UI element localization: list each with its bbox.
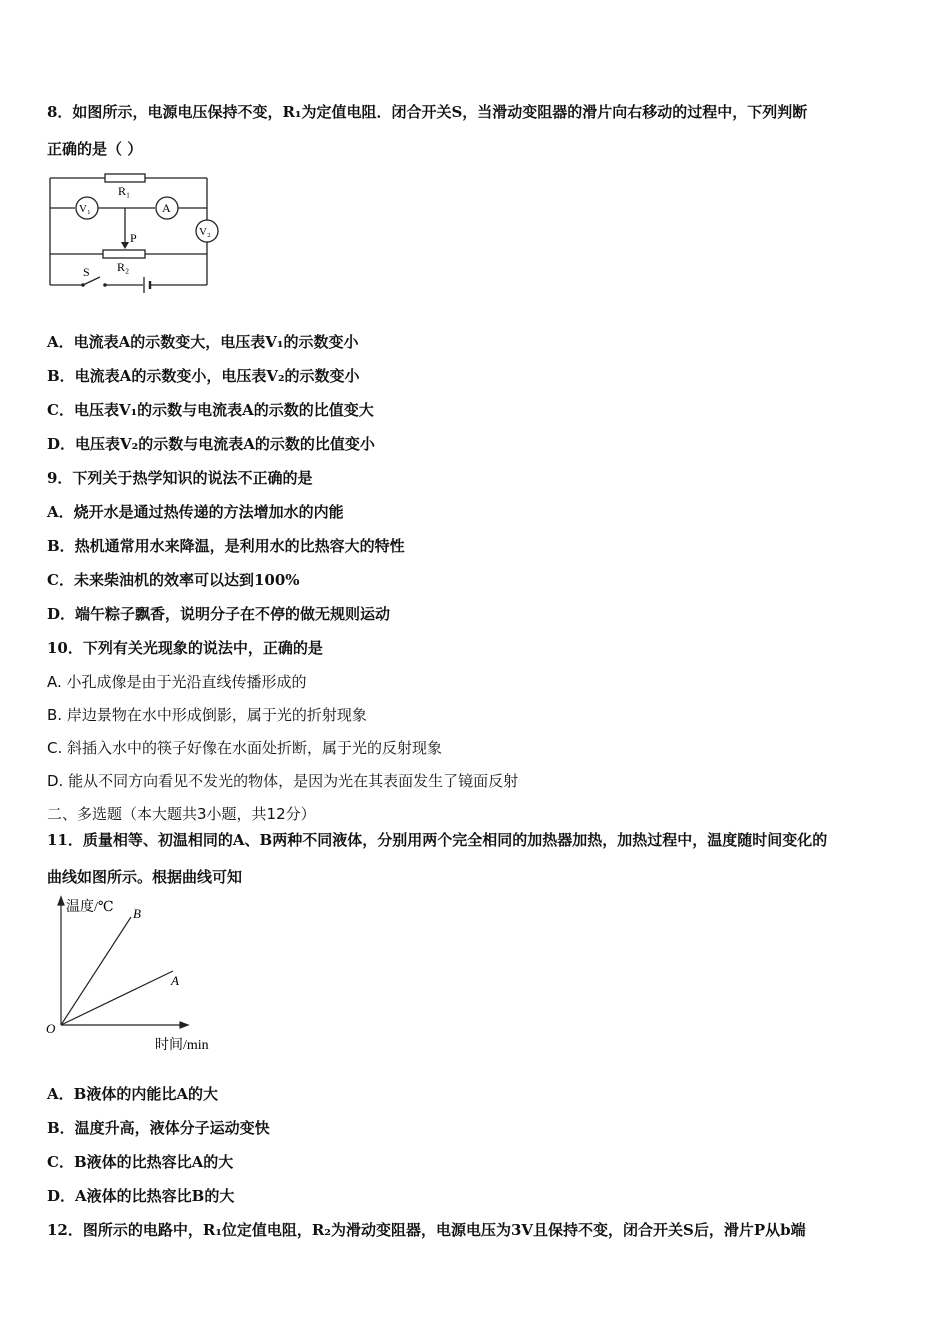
q9-option-d: D．端午粽子飘香，说明分子在不停的做无规则运动 [47, 605, 391, 623]
q8-circuit-diagram [45, 170, 225, 295]
q8-option-a: A．电流表A的示数变大，电压表V₁的示数变小 [47, 333, 359, 351]
series-line-b [61, 917, 131, 1025]
r2-resistor [103, 250, 145, 258]
switch-contact-left [81, 283, 85, 287]
r2-label: R₂ [117, 260, 130, 274]
y-axis-label: 温度/℃ [66, 900, 114, 915]
q10-option-a: A. 小孔成像是由于光沿直线传播形成的 [47, 673, 307, 691]
series-label-a: A [171, 973, 179, 988]
x-axis-arrow [180, 1022, 188, 1028]
p-label: P [130, 231, 137, 245]
s-label: S [83, 265, 90, 279]
series-label-b: B [133, 906, 141, 921]
q11-option-d: D．A液体的比热容比B的大 [47, 1187, 235, 1205]
q8-stem-line-2: 正确的是（ ） [47, 140, 143, 158]
q9-option-a: A．烧开水是通过热传递的方法增加水的内能 [47, 503, 344, 521]
q8-stem-line-1: 8．如图所示，电源电压保持不变，R₁为定值电阻．闭合开关S，当滑动变阻器的滑片向右移动的过程中，下列判断 [47, 103, 808, 121]
q9-option-c: C．未来柴油机的效率可以达到100% [47, 571, 300, 589]
section-2-title: 二、多选题（本大题共3小题，共12分） [47, 805, 316, 823]
q10-option-b: B. 岸边景物在水中形成倒影，属于光的折射现象 [47, 706, 367, 724]
switch-contact-right [103, 283, 107, 287]
q10-stem: 10．下列有关光现象的说法中，正确的是 [47, 639, 323, 657]
q11-stem-line-2: 曲线如图所示。根据曲线可知 [47, 868, 243, 886]
a-label: A [162, 201, 171, 215]
q8-option-d: D．电压表V₂的示数与电流表A的示数的比值变小 [47, 435, 375, 453]
q9-option-b: B．热机通常用水来降温，是利用水的比热容大的特性 [47, 537, 405, 555]
q12-stem-line-1: 12．图所示的电路中，R₁位定值电阻，R₂为滑动变阻器，电源电压为3V且保持不变，闭合开关S后，滑片P从b端 [47, 1221, 806, 1239]
q11-option-a: A．B液体的内能比A的大 [47, 1085, 218, 1103]
q9-stem: 9．下列关于热学知识的说法不正确的是 [47, 469, 313, 487]
r1-label: R₁ [118, 184, 131, 198]
q10-option-d: D. 能从不同方向看见不发光的物体，是因为光在其表面发生了镜面反射 [47, 772, 519, 790]
q8-option-b: B．电流表A的示数变小，电压表V₂的示数变小 [47, 367, 360, 385]
v1-label: V₁ [79, 203, 91, 215]
q10-option-c: C. 斜插入水中的筷子好像在水面处折断，属于光的反射现象 [47, 739, 443, 757]
x-axis-label: 时间/min [155, 1038, 209, 1053]
q11-temperature-time-chart [40, 893, 240, 1058]
q11-option-b: B．温度升高，液体分子运动变快 [47, 1119, 270, 1137]
q8-option-c: C．电压表V₁的示数与电流表A的示数的比值变大 [47, 401, 374, 419]
y-axis-arrow [58, 897, 64, 905]
q11-option-c: C．B液体的比热容比A的大 [47, 1153, 234, 1171]
origin-label: O [46, 1021, 56, 1036]
r1-resistor [105, 174, 145, 182]
v2-label: V₂ [199, 226, 211, 238]
slider-arrow [121, 242, 129, 249]
q11-stem-line-1: 11．质量相等、初温相同的A、B两种不同液体，分别用两个完全相同的加热器加热，加热过程中，温度随时间变化的 [47, 831, 828, 849]
